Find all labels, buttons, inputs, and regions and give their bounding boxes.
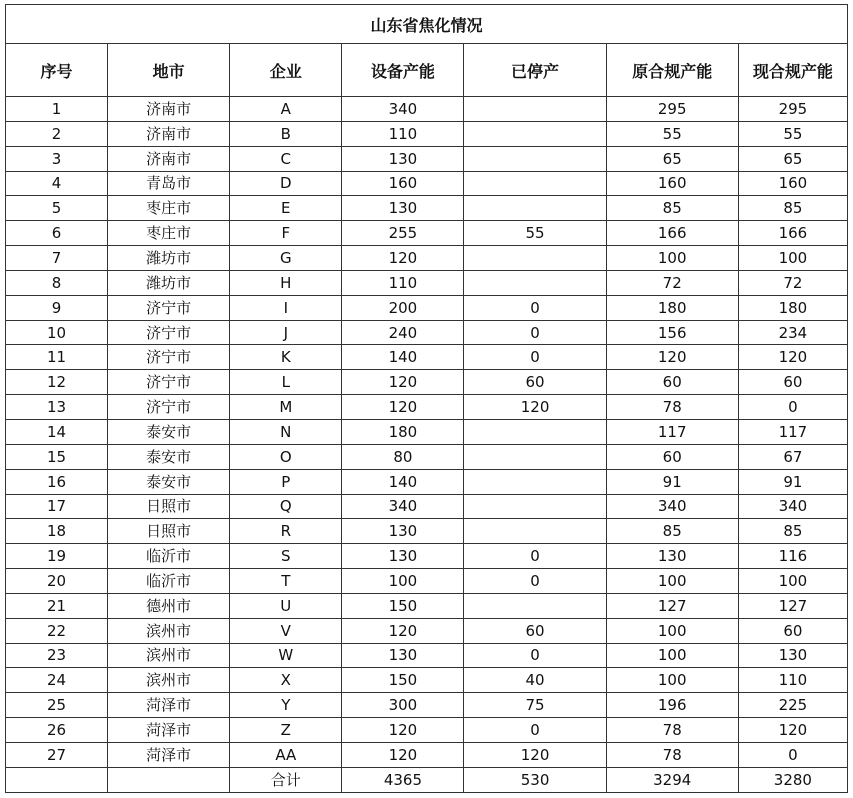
table-cell: 济宁市: [108, 320, 230, 345]
table-row: [6, 718, 848, 743]
table-row: [6, 618, 848, 643]
table-title: 山东省焦化情况: [6, 5, 848, 44]
table-cell: 3: [6, 146, 108, 171]
total-cell: 4365: [342, 767, 464, 792]
table-cell: 10: [6, 320, 108, 345]
table-cell: 120: [464, 395, 606, 420]
column-header: 设备产能: [342, 44, 464, 97]
total-cell: 3280: [738, 767, 847, 792]
table-cell: 泰安市: [108, 444, 230, 469]
table-cell: 60: [464, 370, 606, 395]
table-cell: 25: [6, 693, 108, 718]
table-cell: [464, 97, 606, 122]
table-cell: B: [230, 121, 342, 146]
table-cell: T: [230, 569, 342, 594]
table-cell: 9: [6, 295, 108, 320]
table-row: [6, 469, 848, 494]
table-cell: 127: [606, 593, 738, 618]
table-cell: 100: [606, 668, 738, 693]
table-row: [6, 668, 848, 693]
total-cell: 530: [464, 767, 606, 792]
table-cell: 160: [738, 171, 847, 196]
table-container: [5, 4, 848, 793]
table-cell: 日照市: [108, 494, 230, 519]
table-cell: 0: [464, 320, 606, 345]
table-cell: [464, 146, 606, 171]
table-cell: 26: [6, 718, 108, 743]
table-cell: 20: [6, 569, 108, 594]
table-cell: 340: [738, 494, 847, 519]
table-cell: [464, 196, 606, 221]
table-row: [6, 444, 848, 469]
table-row: [6, 270, 848, 295]
table-cell: [464, 419, 606, 444]
table-cell: 0: [464, 643, 606, 668]
table-cell: 255: [342, 221, 464, 246]
table-cell: 100: [606, 643, 738, 668]
table-cell: 130: [342, 643, 464, 668]
table-cell: 济宁市: [108, 295, 230, 320]
table-cell: 60: [738, 370, 847, 395]
table-cell: 济宁市: [108, 345, 230, 370]
table-cell: 120: [342, 395, 464, 420]
table-cell: 60: [606, 370, 738, 395]
table-cell: 0: [738, 395, 847, 420]
table-cell: 1: [6, 97, 108, 122]
table-cell: 65: [738, 146, 847, 171]
table-cell: M: [230, 395, 342, 420]
table-cell: 120: [342, 742, 464, 767]
table-cell: 枣庄市: [108, 196, 230, 221]
table-cell: 67: [738, 444, 847, 469]
table-cell: 18: [6, 519, 108, 544]
table-cell: [464, 593, 606, 618]
table-cell: 340: [606, 494, 738, 519]
total-cell: 3294: [606, 767, 738, 792]
table-cell: 91: [606, 469, 738, 494]
table-cell: 23: [6, 643, 108, 668]
table-row: [6, 320, 848, 345]
table-cell: 166: [738, 221, 847, 246]
table-cell: [464, 121, 606, 146]
table-cell: 196: [606, 693, 738, 718]
table-row: [6, 121, 848, 146]
table-cell: 8: [6, 270, 108, 295]
table-cell: AA: [230, 742, 342, 767]
table-cell: [464, 270, 606, 295]
table-cell: 234: [738, 320, 847, 345]
table-cell: 127: [738, 593, 847, 618]
table-cell: 13: [6, 395, 108, 420]
table-cell: F: [230, 221, 342, 246]
table-cell: Q: [230, 494, 342, 519]
table-cell: 72: [606, 270, 738, 295]
table-row: [6, 370, 848, 395]
table-cell: 0: [464, 295, 606, 320]
table-cell: 济宁市: [108, 370, 230, 395]
table-cell: 85: [606, 196, 738, 221]
table-cell: 100: [342, 569, 464, 594]
table-cell: 济南市: [108, 97, 230, 122]
table-cell: W: [230, 643, 342, 668]
table-cell: 潍坊市: [108, 270, 230, 295]
table-cell: L: [230, 370, 342, 395]
table-cell: 120: [342, 718, 464, 743]
table-cell: C: [230, 146, 342, 171]
table-cell: 116: [738, 544, 847, 569]
table-cell: 150: [342, 593, 464, 618]
table-cell: 青岛市: [108, 171, 230, 196]
table-cell: 130: [342, 146, 464, 171]
table-cell: K: [230, 345, 342, 370]
table-cell: 55: [464, 221, 606, 246]
table-cell: [464, 444, 606, 469]
table-cell: N: [230, 419, 342, 444]
table-cell: 临沂市: [108, 544, 230, 569]
table-cell: 130: [606, 544, 738, 569]
table-cell: 340: [342, 97, 464, 122]
table-cell: 120: [738, 718, 847, 743]
column-header: 现合规产能: [738, 44, 847, 97]
table-cell: 130: [342, 544, 464, 569]
table-cell: I: [230, 295, 342, 320]
table-row: [6, 593, 848, 618]
table-cell: 120: [738, 345, 847, 370]
table-row: [6, 419, 848, 444]
table-cell: 21: [6, 593, 108, 618]
column-header: 地市: [108, 44, 230, 97]
table-cell: Z: [230, 718, 342, 743]
table-cell: 22: [6, 618, 108, 643]
table-cell: 160: [342, 171, 464, 196]
table-row: [6, 519, 848, 544]
table-cell: 济南市: [108, 121, 230, 146]
table-cell: 72: [738, 270, 847, 295]
table-cell: 40: [464, 668, 606, 693]
coking-table: [5, 4, 848, 793]
table-cell: 60: [606, 444, 738, 469]
table-cell: 菏泽市: [108, 693, 230, 718]
table-cell: 78: [606, 718, 738, 743]
table-cell: 7: [6, 246, 108, 271]
table-cell: 300: [342, 693, 464, 718]
total-row: [6, 767, 848, 792]
table-row: [6, 742, 848, 767]
table-cell: 17: [6, 494, 108, 519]
table-cell: 110: [342, 270, 464, 295]
table-cell: 295: [606, 97, 738, 122]
column-header: 原合规产能: [606, 44, 738, 97]
table-row: [6, 569, 848, 594]
table-cell: 120: [342, 370, 464, 395]
table-row: [6, 643, 848, 668]
table-cell: E: [230, 196, 342, 221]
table-cell: O: [230, 444, 342, 469]
table-cell: 295: [738, 97, 847, 122]
table-cell: [464, 469, 606, 494]
table-cell: 枣庄市: [108, 221, 230, 246]
table-cell: 117: [738, 419, 847, 444]
table-cell: 166: [606, 221, 738, 246]
table-cell: 140: [342, 469, 464, 494]
table-cell: P: [230, 469, 342, 494]
table-cell: 156: [606, 320, 738, 345]
table-cell: [464, 246, 606, 271]
table-cell: 19: [6, 544, 108, 569]
table-cell: 100: [606, 569, 738, 594]
table-cell: 60: [464, 618, 606, 643]
table-cell: 120: [606, 345, 738, 370]
table-cell: [464, 494, 606, 519]
table-cell: 100: [738, 246, 847, 271]
table-row: [6, 171, 848, 196]
table-cell: 6: [6, 221, 108, 246]
table-cell: S: [230, 544, 342, 569]
table-cell: 110: [342, 121, 464, 146]
total-cell: [6, 767, 108, 792]
table-cell: 100: [738, 569, 847, 594]
table-cell: 117: [606, 419, 738, 444]
table-row: [6, 97, 848, 122]
table-cell: X: [230, 668, 342, 693]
table-cell: D: [230, 171, 342, 196]
table-cell: 120: [464, 742, 606, 767]
total-cell: 合计: [230, 767, 342, 792]
table-row: [6, 544, 848, 569]
table-row: [6, 246, 848, 271]
table-cell: 340: [342, 494, 464, 519]
table-cell: 100: [606, 246, 738, 271]
table-cell: 济宁市: [108, 395, 230, 420]
table-cell: 78: [606, 395, 738, 420]
table-cell: 日照市: [108, 519, 230, 544]
table-cell: 滨州市: [108, 618, 230, 643]
table-cell: 85: [738, 519, 847, 544]
table-cell: 240: [342, 320, 464, 345]
table-cell: 泰安市: [108, 469, 230, 494]
table-cell: 济南市: [108, 146, 230, 171]
table-cell: 临沂市: [108, 569, 230, 594]
column-header: 序号: [6, 44, 108, 97]
table-cell: 150: [342, 668, 464, 693]
table-row: [6, 146, 848, 171]
total-cell: [108, 767, 230, 792]
table-cell: 0: [464, 718, 606, 743]
table-cell: A: [230, 97, 342, 122]
column-header: 已停产: [464, 44, 606, 97]
table-cell: 滨州市: [108, 668, 230, 693]
table-cell: 91: [738, 469, 847, 494]
table-cell: 5: [6, 196, 108, 221]
table-cell: 0: [738, 742, 847, 767]
table-cell: 2: [6, 121, 108, 146]
table-cell: 15: [6, 444, 108, 469]
table-cell: 0: [464, 569, 606, 594]
table-cell: 潍坊市: [108, 246, 230, 271]
table-cell: H: [230, 270, 342, 295]
table-cell: 27: [6, 742, 108, 767]
table-cell: 180: [342, 419, 464, 444]
table-cell: [464, 519, 606, 544]
table-cell: J: [230, 320, 342, 345]
table-cell: 85: [606, 519, 738, 544]
table-cell: 14: [6, 419, 108, 444]
table-cell: [464, 171, 606, 196]
table-cell: 200: [342, 295, 464, 320]
table-cell: 德州市: [108, 593, 230, 618]
table-cell: 11: [6, 345, 108, 370]
table-cell: 130: [342, 519, 464, 544]
table-cell: 泰安市: [108, 419, 230, 444]
table-cell: 180: [606, 295, 738, 320]
table-cell: 菏泽市: [108, 718, 230, 743]
table-cell: R: [230, 519, 342, 544]
column-header: 企业: [230, 44, 342, 97]
table-row: [6, 494, 848, 519]
table-cell: 120: [342, 618, 464, 643]
table-cell: G: [230, 246, 342, 271]
table-cell: 12: [6, 370, 108, 395]
table-cell: 0: [464, 544, 606, 569]
table-cell: 225: [738, 693, 847, 718]
table-cell: 180: [738, 295, 847, 320]
table-cell: 0: [464, 345, 606, 370]
header-row: [6, 44, 848, 97]
table-cell: 滨州市: [108, 643, 230, 668]
table-cell: 85: [738, 196, 847, 221]
table-cell: 16: [6, 469, 108, 494]
table-cell: 140: [342, 345, 464, 370]
table-cell: 160: [606, 171, 738, 196]
table-cell: 100: [606, 618, 738, 643]
table-row: [6, 221, 848, 246]
table-cell: 130: [738, 643, 847, 668]
table-cell: 120: [342, 246, 464, 271]
table-cell: 75: [464, 693, 606, 718]
table-cell: 78: [606, 742, 738, 767]
table-row: [6, 295, 848, 320]
table-cell: U: [230, 593, 342, 618]
table-cell: 24: [6, 668, 108, 693]
table-cell: 55: [606, 121, 738, 146]
table-cell: 110: [738, 668, 847, 693]
table-cell: 菏泽市: [108, 742, 230, 767]
table-cell: 60: [738, 618, 847, 643]
table-cell: 55: [738, 121, 847, 146]
table-row: [6, 395, 848, 420]
table-row: [6, 345, 848, 370]
table-row: [6, 196, 848, 221]
table-row: [6, 693, 848, 718]
table-cell: 4: [6, 171, 108, 196]
table-cell: 130: [342, 196, 464, 221]
table-cell: V: [230, 618, 342, 643]
table-cell: 80: [342, 444, 464, 469]
table-body: [6, 97, 848, 793]
table-cell: Y: [230, 693, 342, 718]
table-cell: 65: [606, 146, 738, 171]
